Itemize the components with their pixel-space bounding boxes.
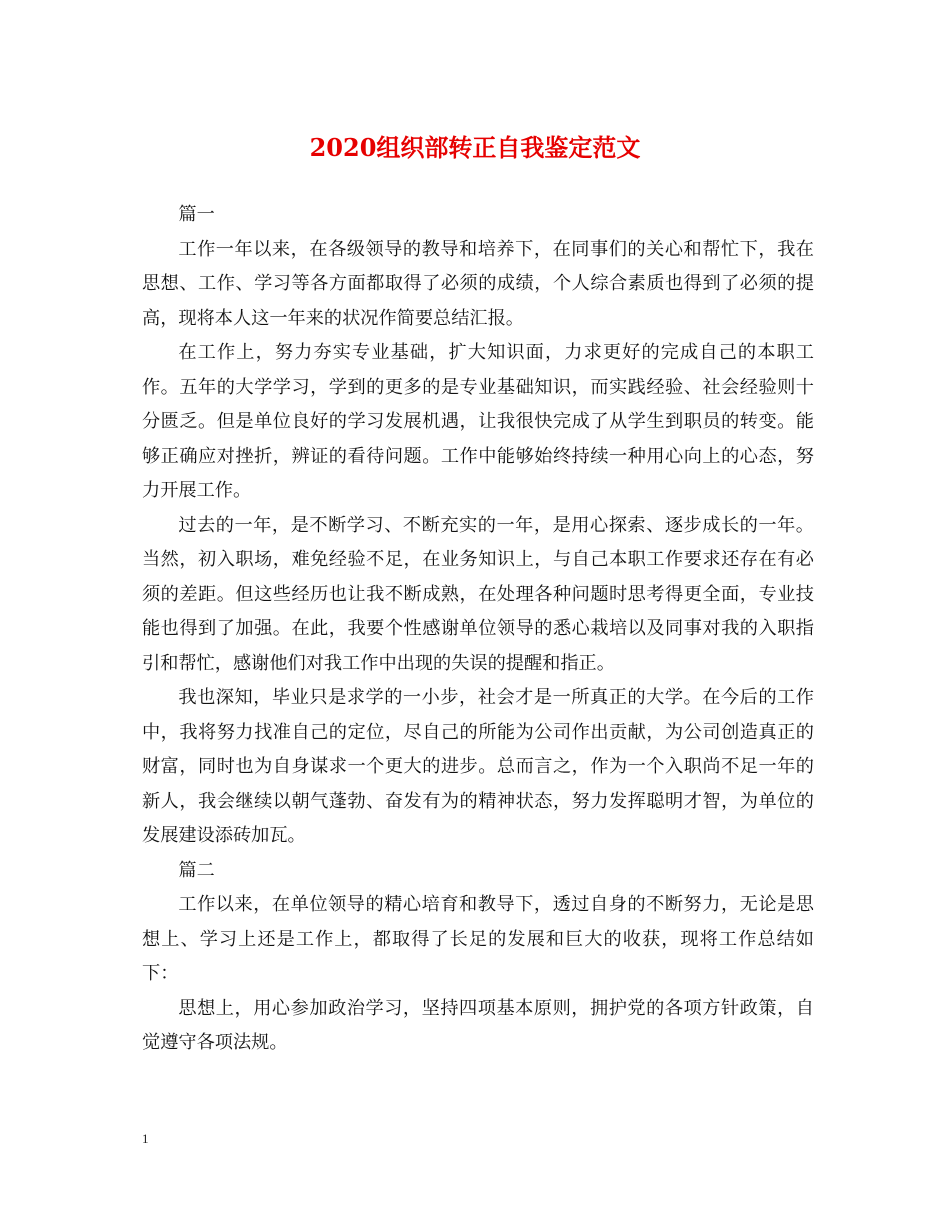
document-body <box>142 198 814 1061</box>
paragraph: 过去的一年，是不断学习、不断充实的一年，是用心探索、逐步成长的一年。当然，初入职场，难免经验不足，在业务知识上，与自己本职工作要求还存在有必须的差距。但这些经历也让我不断成熟，在处理各种问题时思考得更全面，专业技能也得到了加强。在此，我要个性感谢单位领导的悉心栽培以及同事对我的入职指引和帮忙，感谢他们对我工作中出现的失误的提醒和指正。 <box>142 514 814 674</box>
paragraph: 工作以来，在单位领导的精心培育和教导下，透过自身的不断努力，无论是思想上、学习上还是工作上，都取得了长足的发展和巨大的收获，现将工作总结如下： <box>142 894 814 984</box>
page-number: 1 <box>142 1131 149 1146</box>
document-title: 2020组织部转正自我鉴定范文 <box>309 133 641 162</box>
section-heading-2: 篇二 <box>178 859 215 881</box>
paragraph: 工作一年以来，在各级领导的教导和培养下，在同事们的关心和帮忙下，我在思想、工作、学习等各方面都取得了必须的成绩，个人综合素质也得到了必须的提高，现将本人这一年来的状况作简要总结汇报。 <box>142 238 814 329</box>
paragraph: 我也深知，毕业只是求学的一小步，社会才是一所真正的大学。在今后的工作中，我将努力找准自己的定位，尽自己的所能为公司作出贡献，为公司创造真正的财富，同时也为自身谋求一个更大的进步。总而言之，作为一个入职尚不足一年的新人，我会继续以朝气蓬勃、奋发有为的精神状态，努力发挥聪明才智，为单位的发展建设添砖加瓦。 <box>142 687 814 846</box>
section-heading-1: 篇一 <box>178 204 215 225</box>
paragraph: 在工作上，努力夯实专业基础，扩大知识面，力求更好的完成自己的本职工作。五年的大学学习，学到的更多的是专业基础知识，而实践经验、社会经验则十分匮乏。但是单位良好的学习发展机遇，让我很快完成了从学生到职员的转变。能够正确应对挫折，辨证的看待问题。工作中能够始终持续一种用心向上的心态，努力开展工作。 <box>142 342 814 501</box>
paragraph: 思想上，用心参加政治学习，坚持四项基本原则，拥护党的各项方针政策，自觉遵守各项法规。 <box>142 997 814 1053</box>
